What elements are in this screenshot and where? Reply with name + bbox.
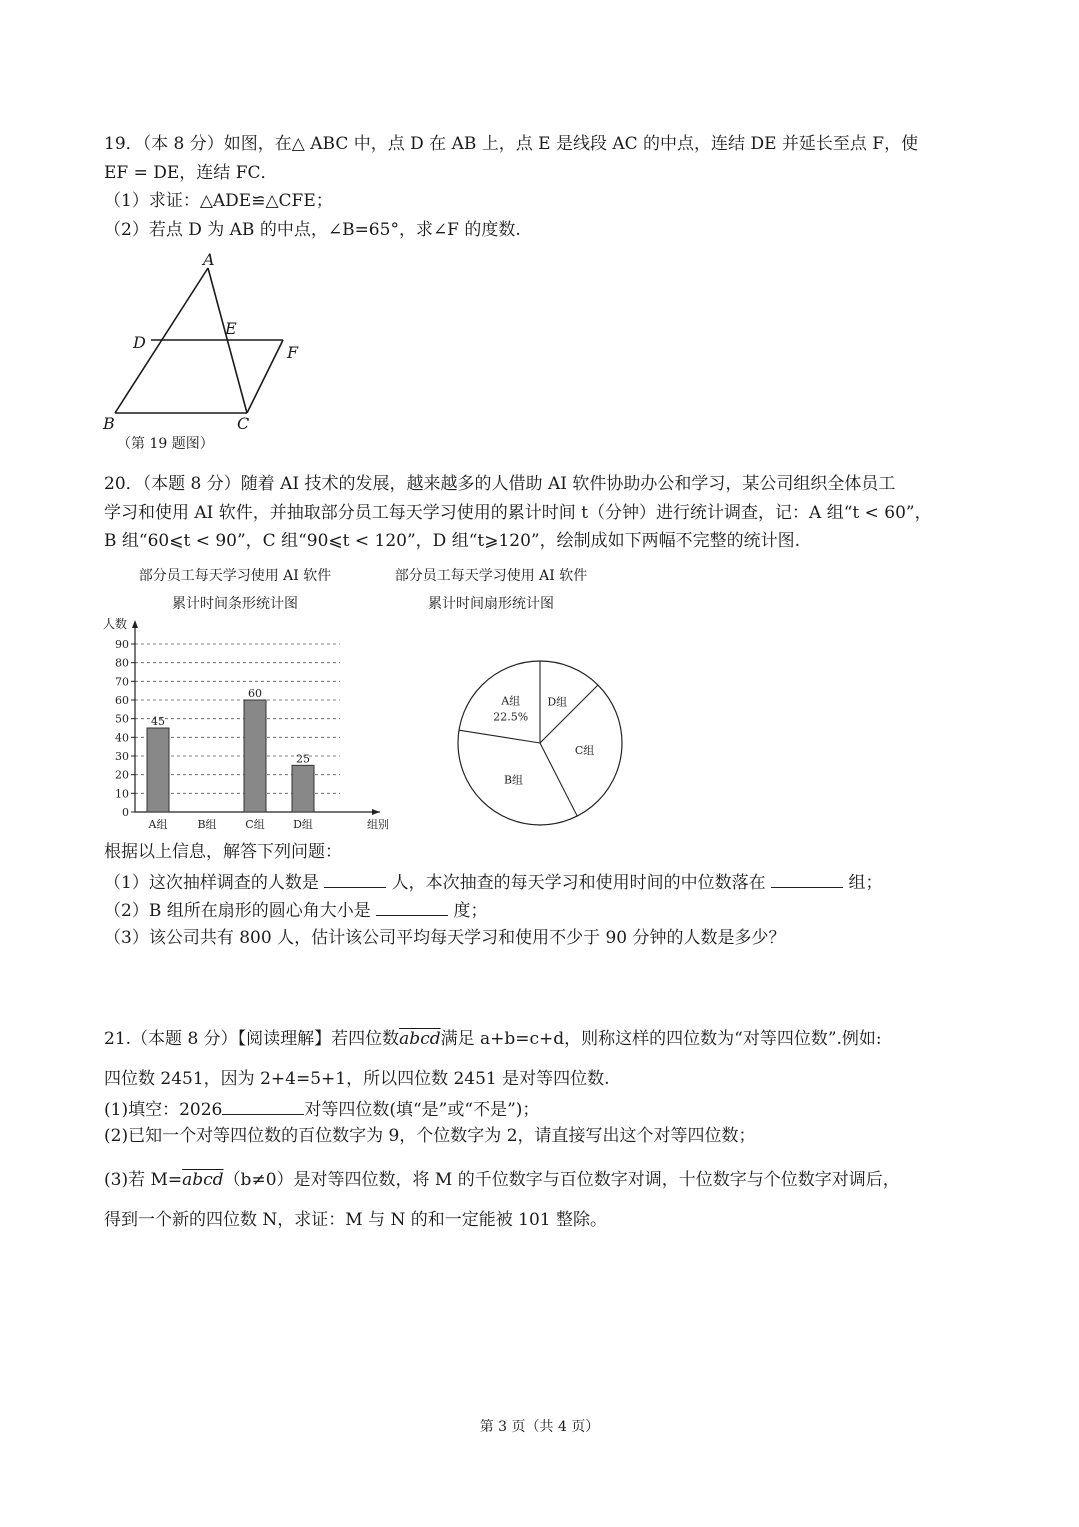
q20-after: 根据以上信息，解答下列问题： bbox=[104, 842, 342, 862]
label-d: D bbox=[133, 333, 146, 352]
label-e: E bbox=[225, 319, 237, 338]
y-tick-label: 10 bbox=[115, 787, 129, 801]
pie-slice-label-1: A组 bbox=[501, 694, 521, 708]
q21-part1 bbox=[104, 1096, 539, 1122]
pie-slice-label-4: B组 bbox=[503, 773, 524, 787]
q20-line1: 20．（本题 8 分）随着 AI 技术的发展，越来越多的人借助 AI 软件协助办公和学习，某公司组织全体员工 bbox=[104, 474, 896, 494]
bar-3 bbox=[244, 700, 266, 812]
q21-line1-b: 满足 a+b=c+d，则称这样的四位数为“对等四位数”.例如: bbox=[440, 1029, 882, 1049]
x-axis-label: 组别 bbox=[367, 818, 389, 831]
segment-fc bbox=[247, 340, 283, 413]
q21-part2: (2)已知一个对等四位数的百位数字为 9，个位数字为 2，请直接写出这个对等四位数； bbox=[104, 1126, 756, 1146]
q21-number-m: abcd bbox=[182, 1170, 224, 1190]
y-tick-label: 90 bbox=[115, 638, 129, 651]
q19-line2: EF = DE，连结 FC． bbox=[104, 163, 278, 183]
y-tick-label: 50 bbox=[115, 712, 129, 726]
x-tick-label: C组 bbox=[245, 818, 265, 831]
bar-4 bbox=[292, 765, 314, 812]
q21-part3 bbox=[104, 1168, 900, 1192]
pie-chart bbox=[450, 655, 630, 835]
pie-slice-label-2: D组 bbox=[547, 695, 568, 709]
q20-part1-a: （1）这次抽样调查的人数是 bbox=[104, 873, 319, 893]
y-tick-label: 60 bbox=[115, 694, 129, 707]
q20-part2-a: （2）B 组所在扇形的圆心角大小是 bbox=[104, 901, 371, 921]
q21-part3-cont: 得到一个新的四位数 N，求证：M 与 N 的和一定能被 101 整除。 bbox=[104, 1210, 608, 1230]
label-a: A bbox=[203, 250, 215, 269]
q19-line1: 19．（本 8 分）如图，在△ ABC 中，点 D 在 AB 上，点 E 是线段 AC 的中点，连结 DE 并延长至点 F，使 bbox=[104, 134, 919, 154]
q20-line2: 学习和使用 AI 软件，并抽取部分员工每天学习使用的累计时间 t（分钟）进行统计调查，记：A 组“t < 60”， bbox=[104, 503, 932, 523]
q19-part2: （2）若点 D 为 AB 的中点，∠B=65°，求∠F 的度数. bbox=[104, 220, 521, 240]
answer-blank-2026[interactable] bbox=[222, 1096, 304, 1115]
pie-slice-boundary bbox=[540, 685, 598, 743]
y-tick-label: 40 bbox=[115, 731, 129, 745]
q19-part1: （1）求证：△ADE≌△CFE； bbox=[104, 191, 333, 211]
label-f: F bbox=[287, 343, 299, 362]
q20-part2 bbox=[104, 897, 488, 923]
q20-part2-b: 度； bbox=[453, 901, 488, 921]
pie-slice-boundary bbox=[459, 730, 540, 743]
q21-part3-b: （b≠0）是对等四位数，将 M 的千位数字与百位数字对调，十位数字与个位数字对调后， bbox=[223, 1170, 900, 1190]
y-axis-label: 人数 bbox=[103, 617, 128, 631]
q21-number-abcd: abcd bbox=[399, 1029, 441, 1049]
bar-chart-title-1: 部分员工每天学习使用 AI 软件 bbox=[138, 568, 332, 584]
q21-part3-a: (3)若 M= bbox=[104, 1170, 183, 1190]
y-tick-label: 20 bbox=[115, 768, 129, 782]
bar-1 bbox=[147, 728, 169, 812]
answer-blank-median-group[interactable] bbox=[771, 869, 843, 888]
y-tick-label: 0 bbox=[122, 806, 129, 819]
q20-part1-b: 人，本次抽查的每天学习和使用时间的中位数落在 bbox=[391, 873, 766, 893]
figure-caption: （第 19 题图） bbox=[117, 436, 214, 452]
q21-part1-a: (1)填空：2026 bbox=[104, 1100, 223, 1120]
bar-data-label: 60 bbox=[248, 687, 262, 700]
q21-line2: 四位数 2451，因为 2+4=5+1，所以四位数 2451 是对等四位数. bbox=[104, 1069, 610, 1089]
y-tick-label: 30 bbox=[115, 750, 129, 763]
label-b: B bbox=[103, 414, 115, 433]
x-tick-label: D组 bbox=[293, 818, 313, 831]
q21-line1-a: 21.（本题 8 分）【阅读理解】若四位数 bbox=[104, 1029, 400, 1049]
q21-line1 bbox=[104, 1027, 882, 1051]
x-tick-label: B组 bbox=[197, 818, 217, 831]
q20-part3: （3）该公司共有 800 人，估计该公司平均每天学习和使用不少于 90 分钟的人数是多少？ bbox=[104, 928, 786, 948]
bar-chart bbox=[95, 612, 395, 837]
pie-slice-boundary bbox=[540, 743, 577, 816]
bar-data-label: 45 bbox=[151, 715, 165, 728]
pie-slice-pct-label: 22.5% bbox=[493, 710, 529, 724]
q19-geometry-figure bbox=[95, 248, 325, 458]
y-axis-arrow bbox=[132, 620, 138, 628]
bar-chart-title-2: 累计时间条形统计图 bbox=[172, 596, 298, 612]
pie-slice-label-3: C组 bbox=[574, 744, 595, 758]
label-c: C bbox=[237, 414, 250, 433]
q20-part1 bbox=[104, 869, 882, 895]
y-tick-label: 80 bbox=[115, 656, 129, 670]
answer-blank-angle[interactable] bbox=[376, 897, 448, 916]
bar-data-label: 25 bbox=[296, 752, 310, 766]
q21-part1-b: 对等四位数(填“是”或“不是”)； bbox=[304, 1100, 540, 1120]
answer-blank-count[interactable] bbox=[324, 869, 386, 888]
x-axis-arrow bbox=[372, 809, 380, 815]
pie-chart-title-2: 累计时间扇形统计图 bbox=[428, 596, 554, 612]
x-tick-label: A组 bbox=[148, 818, 168, 831]
y-tick-label: 70 bbox=[115, 675, 129, 689]
q20-line3: B 组“60⩽t < 90”，C 组“90⩽t < 120”，D 组“t⩾120”，绘制成如下两幅不完整的统计图. bbox=[104, 531, 801, 551]
page-footer: 第 3 页（共 4 页） bbox=[479, 1419, 600, 1435]
pie-chart-title-1: 部分员工每天学习使用 AI 软件 bbox=[394, 568, 588, 584]
q20-part1-c: 组； bbox=[848, 873, 883, 893]
